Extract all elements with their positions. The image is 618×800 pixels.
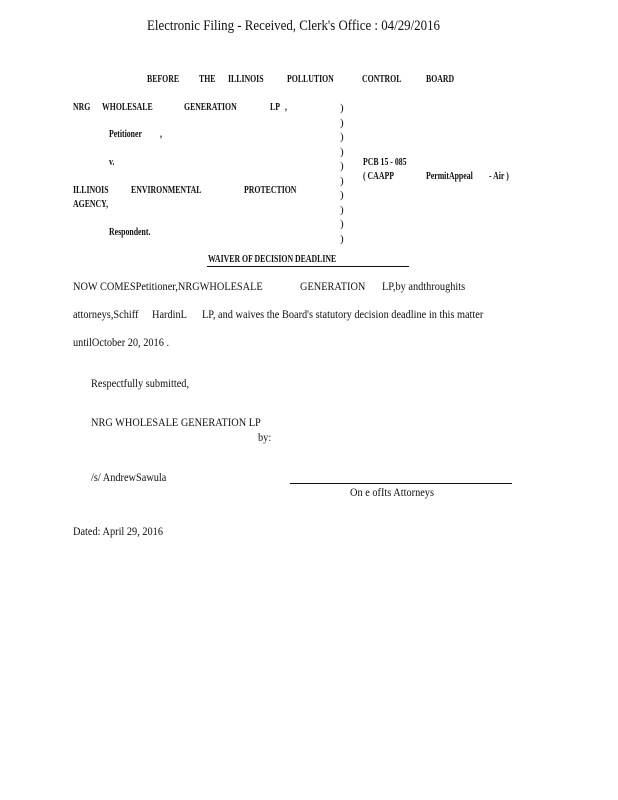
caption-bracket: ) — [340, 218, 344, 230]
case-type-part: - Air ) — [489, 171, 509, 182]
court-word-illinois: ILLINOIS — [228, 74, 264, 85]
signature-line — [290, 483, 512, 484]
body-text-segment: NOW COMESPetitioner,NRGWHOLESALE — [73, 279, 263, 293]
case-type-part: ( CAAPP — [363, 171, 394, 182]
petitioner-label: Petitioner — [109, 129, 142, 140]
caption-bracket: ) — [340, 160, 344, 172]
petitioner-name-part: WHOLESALE — [102, 102, 153, 113]
case-type-part: PermitAppeal — [426, 171, 473, 182]
signature-caption: On e ofIts Attorneys — [350, 485, 434, 499]
body-text-segment: untilOctober 20, 2016 . — [73, 335, 170, 349]
by-label: by: — [258, 430, 272, 444]
respondent-name-line2: AGENCY, — [73, 199, 109, 210]
respondent-label: Respondent. — [109, 227, 151, 238]
respectfully-submitted: Respectfully submitted, — [91, 376, 190, 390]
caption-bracket: ) — [340, 203, 344, 216]
signing-party: NRG WHOLESALE GENERATION LP — [91, 415, 261, 429]
court-word-control: CONTROL — [362, 74, 402, 85]
respondent-name-part: ILLINOIS — [73, 185, 109, 196]
caption-bracket: ) — [340, 189, 344, 201]
electronic-signature: /s/ AndrewSawula — [91, 470, 167, 484]
filing-stamp-header: Electronic Filing - Received, Clerk's Office : 04/29/2016 — [147, 18, 440, 34]
body-text-segment: LP,by andthroughits — [382, 279, 466, 293]
petitioner-comma: , — [160, 129, 162, 140]
caption-bracket: ) — [340, 232, 344, 245]
court-word-before: BEFORE — [147, 74, 180, 85]
caption-bracket: ) — [340, 145, 344, 158]
case-number: PCB 15 - 085 — [363, 157, 407, 168]
respondent-name-part: PROTECTION — [244, 185, 297, 196]
petitioner-name-part: GENERATION — [184, 102, 237, 113]
body-text-segment: attorneys,Schiff — [73, 307, 139, 321]
petitioner-name-part: NRG — [73, 102, 91, 113]
body-text-segment: LP, and waives the Board's statutory decision deadline in this matter — [202, 307, 484, 321]
caption-bracket: ) — [340, 116, 344, 129]
respondent-name-part: ENVIRONMENTAL — [131, 185, 202, 196]
court-word-pollution: POLLUTION — [287, 74, 334, 85]
body-text-segment: GENERATION — [300, 279, 366, 293]
petitioner-name-part: LP — [270, 102, 280, 113]
document-title: WAIVER OF DECISION DEADLINE — [208, 254, 337, 265]
petitioner-name-part: , — [285, 102, 287, 113]
court-word-board: BOARD — [426, 74, 455, 85]
body-text-segment: HardinL — [152, 307, 187, 321]
caption-bracket-column — [340, 101, 344, 246]
versus-label: v. — [109, 157, 115, 168]
caption-bracket: ) — [340, 174, 344, 187]
title-underline — [207, 266, 409, 267]
court-word-the: THE — [199, 74, 216, 85]
caption-bracket: ) — [340, 102, 344, 114]
dated-line: Dated: April 29, 2016 — [73, 524, 164, 538]
caption-bracket: ) — [340, 131, 344, 143]
